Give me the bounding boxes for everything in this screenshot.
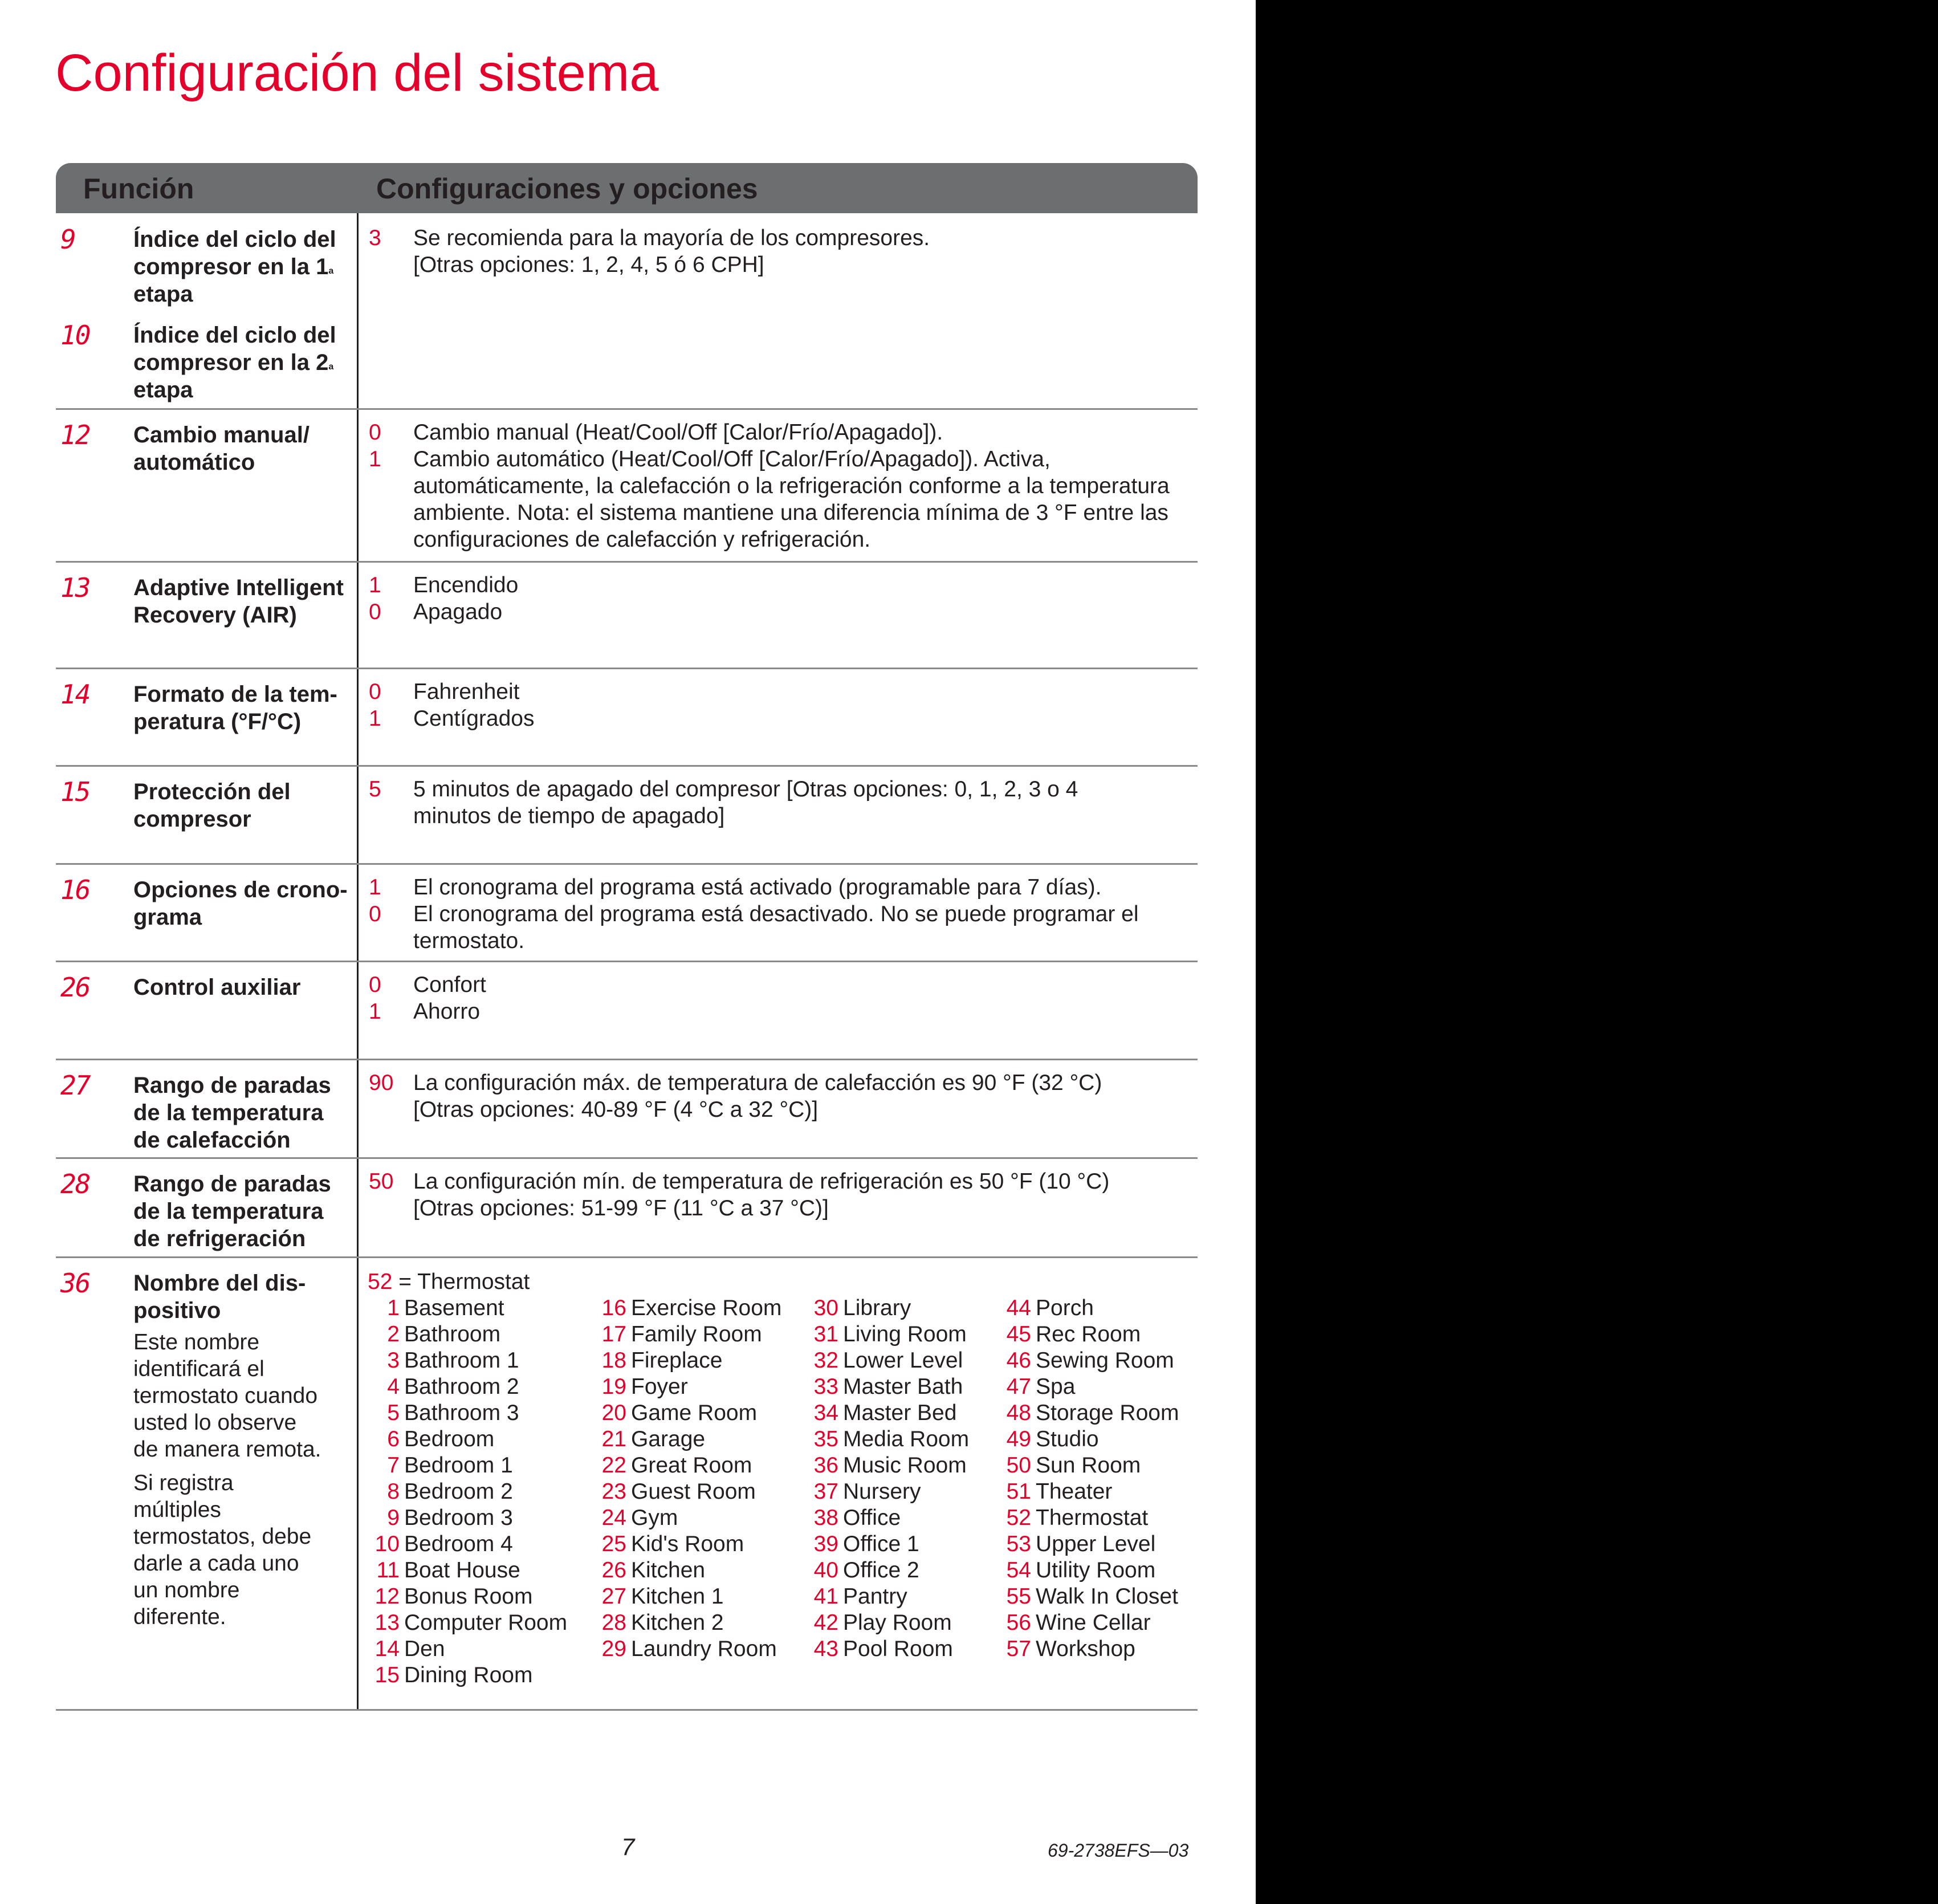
list-item: [595, 1610, 807, 1636]
device-name-list: [368, 1295, 1198, 1689]
function-cell: [56, 1258, 359, 1709]
device-label: Bedroom: [404, 1427, 495, 1451]
device-number: 56: [1006, 1610, 1031, 1635]
device-number: 52: [1006, 1506, 1031, 1530]
list-item: [368, 1479, 595, 1505]
function-cell: [56, 410, 359, 561]
table-row: [56, 962, 1198, 1060]
function-number: 12: [60, 420, 90, 450]
device-number: 32: [813, 1348, 838, 1373]
table-row: [56, 410, 1198, 563]
function-number: 26: [60, 972, 90, 1003]
function-name: Formato de la tem-peratura (°F/°C): [133, 682, 337, 734]
device-label: Office: [843, 1506, 901, 1530]
option-value: 1: [369, 573, 381, 597]
function-name: Opciones de crono-grama: [133, 877, 348, 930]
list-item: [807, 1321, 999, 1348]
list-item: [595, 1479, 807, 1505]
options-cell: [359, 563, 1198, 668]
list-item: [999, 1636, 1187, 1662]
device-number: 9: [387, 1506, 400, 1530]
list-item: [999, 1557, 1187, 1584]
list-item: [807, 1557, 999, 1584]
device-number: 16: [601, 1296, 626, 1320]
option-text: La configuración mín. de temperatura de refrigeración es 50 °F (10 °C) [Otras opciones: 51-99 °F (11 °C a 37 °C)]: [413, 1169, 1110, 1220]
device-number: 7: [387, 1453, 400, 1478]
option-text: Fahrenheit: [413, 680, 520, 704]
option-value: 0: [369, 902, 381, 926]
device-label: Laundry Room: [631, 1637, 777, 1661]
document-code: 69-2738EFS—03: [1048, 1840, 1189, 1861]
device-number: 14: [374, 1637, 400, 1661]
option-text: El cronograma del programa está activado (programable para 7 días).: [413, 875, 1102, 900]
list-item: [368, 1426, 595, 1453]
option-line: [369, 419, 1198, 446]
device-label: Kitchen 2: [631, 1610, 724, 1635]
function-name: Nombre del dis-positivo Este nombre identificará el termostato cuando usted lo observe de manera remota. Si registra múltiples termostatos, debe darle a cada uno un nombre diferente.: [133, 1270, 357, 1637]
device-label: Boat House: [404, 1558, 520, 1582]
device-number: 28: [601, 1610, 626, 1635]
option-value: 0: [369, 973, 381, 997]
device-label: Guest Room: [631, 1479, 756, 1504]
device-number: 45: [1006, 1322, 1031, 1346]
list-item: [595, 1557, 807, 1584]
function-cell: [56, 865, 359, 961]
function-name: Protección del compresor: [133, 779, 291, 832]
function-name: Control auxiliar: [133, 975, 301, 1000]
device-number: 19: [601, 1374, 626, 1399]
option-line: [369, 678, 1198, 705]
list-item: [999, 1321, 1187, 1348]
list-item: [999, 1610, 1187, 1636]
device-label: Storage Room: [1036, 1401, 1179, 1425]
device-label: Sun Room: [1036, 1453, 1141, 1478]
option-line: [369, 1168, 1198, 1222]
option-value: 90: [369, 1071, 394, 1095]
option-line: [369, 776, 1198, 829]
option-text: Ahorro: [413, 999, 481, 1024]
device-number: 10: [374, 1532, 400, 1556]
list-item: [999, 1584, 1187, 1610]
device-label: Bedroom 1: [404, 1453, 513, 1478]
device-number: 57: [1006, 1637, 1031, 1661]
device-number: 37: [813, 1479, 838, 1504]
list-item: [999, 1479, 1187, 1505]
option-line: [369, 874, 1198, 901]
option-text: Centígrados: [413, 706, 535, 731]
device-number: 25: [601, 1532, 626, 1556]
list-item: [368, 1636, 595, 1662]
list-item: [807, 1531, 999, 1557]
device-number: 33: [813, 1374, 838, 1399]
device-label: Kitchen 1: [631, 1584, 724, 1609]
function-name: Cambio manual/ automático: [133, 422, 310, 475]
device-label: Thermostat: [1036, 1506, 1149, 1530]
device-number: 50: [1006, 1453, 1031, 1478]
option-text: El cronograma del programa está desactivado. No se puede programar el termostato.: [413, 902, 1139, 953]
device-label: Utility Room: [1036, 1558, 1156, 1582]
function-name: Índice del ciclo del compresor en la 2$^a$ etapa: [133, 323, 336, 402]
device-number: 53: [1006, 1532, 1031, 1556]
device-label: Fireplace: [631, 1348, 723, 1373]
table-row: [56, 669, 1198, 767]
device-label: Computer Room: [404, 1610, 568, 1635]
device-label: Spa: [1036, 1374, 1076, 1399]
table-row: [56, 1258, 1198, 1711]
option-line: [369, 998, 1198, 1025]
options-cell: [359, 1159, 1198, 1256]
device-number: 18: [601, 1348, 626, 1373]
device-label: Theater: [1036, 1479, 1113, 1504]
device-number: 3: [387, 1348, 400, 1373]
device-number: 11: [376, 1558, 400, 1582]
device-label: Rec Room: [1036, 1322, 1141, 1346]
function-name: Rango de paradas de la temperatura de refrigeración: [133, 1171, 331, 1251]
device-label: Pantry: [843, 1584, 907, 1609]
device-number: 41: [813, 1584, 838, 1609]
device-number: 15: [374, 1663, 400, 1687]
option-line: [369, 446, 1198, 553]
list-item: [999, 1374, 1187, 1400]
function-number: 13: [60, 572, 90, 603]
device-label: Bedroom 4: [404, 1532, 513, 1556]
option-text: = Thermostat: [398, 1270, 530, 1294]
header-function: Función: [83, 173, 194, 205]
list-item: [595, 1453, 807, 1479]
device-label: Bathroom 1: [404, 1348, 519, 1373]
device-label: Bathroom: [404, 1322, 501, 1346]
function-name: Índice del ciclo del compresor en la 1$^a$ etapa: [133, 227, 336, 307]
list-item: [595, 1584, 807, 1610]
device-label: Gym: [631, 1506, 678, 1530]
table-row: [56, 865, 1198, 962]
function-cell: [56, 1159, 359, 1256]
table-row: [56, 213, 1198, 410]
list-item: [368, 1400, 595, 1426]
list-item: [807, 1374, 999, 1400]
function-number: 9: [60, 224, 75, 255]
device-label: Kitchen: [631, 1558, 706, 1582]
option-value: 1: [369, 875, 381, 900]
list-item: [368, 1321, 595, 1348]
page-title: Configuración del sistema: [55, 44, 659, 102]
function-number: 10: [60, 320, 90, 351]
list-item: [807, 1479, 999, 1505]
list-item: [807, 1348, 999, 1374]
device-label: Master Bed: [843, 1401, 957, 1425]
list-item: [595, 1321, 807, 1348]
function-description: Este nombre identificará el termostato cuando usted lo observe de manera remota. Si registra múltiples termostatos, debe darle a cada uno un nombre diferente.: [133, 1330, 321, 1629]
device-label: Exercise Room: [631, 1296, 782, 1320]
table-row: [56, 1159, 1198, 1258]
device-number: 6: [387, 1427, 400, 1451]
list-item: [807, 1505, 999, 1531]
device-label: Kid's Room: [631, 1532, 744, 1556]
device-label: Garage: [631, 1427, 706, 1451]
table-row: [56, 563, 1198, 669]
device-label: Office 1: [843, 1532, 919, 1556]
function-number: 28: [60, 1169, 90, 1199]
device-label: Workshop: [1036, 1637, 1135, 1661]
device-number: 40: [813, 1558, 838, 1582]
device-number: 39: [813, 1532, 838, 1556]
option-line: [369, 901, 1198, 954]
list-item: [807, 1295, 999, 1321]
device-number: 30: [813, 1296, 838, 1320]
option-text: 5 minutos de apagado del compresor [Otras opciones: 0, 1, 2, 3 o 4 minutos de tiempo de apagado]: [413, 777, 1078, 828]
list-item: [595, 1374, 807, 1400]
function-cell: [56, 1060, 359, 1157]
device-number: 1: [387, 1296, 400, 1320]
device-number: 49: [1006, 1427, 1031, 1451]
list-item: [807, 1400, 999, 1426]
option-text: Confort: [413, 973, 486, 997]
device-number: 12: [374, 1584, 400, 1609]
device-label: Library: [843, 1296, 911, 1320]
device-label: Studio: [1036, 1427, 1099, 1451]
device-number: 23: [601, 1479, 626, 1504]
device-label: Pool Room: [843, 1637, 953, 1661]
function-cell: [56, 767, 359, 863]
options-cell: [359, 962, 1198, 1059]
list-item: [999, 1505, 1187, 1531]
device-number: 24: [601, 1506, 626, 1530]
device-label: Bedroom 2: [404, 1479, 513, 1504]
device-number: 20: [601, 1401, 626, 1425]
device-number: 4: [387, 1374, 400, 1399]
table-row: [56, 1060, 1198, 1159]
device-label: Great Room: [631, 1453, 752, 1478]
device-number: 29: [601, 1637, 626, 1661]
list-item: [368, 1348, 595, 1374]
device-label: Wine Cellar: [1036, 1610, 1151, 1635]
function-number: 36: [60, 1268, 90, 1299]
device-number: 34: [813, 1401, 838, 1425]
function-cell: [56, 962, 359, 1059]
device-label: Living Room: [843, 1322, 967, 1346]
device-column: [595, 1295, 807, 1689]
list-item: [999, 1400, 1187, 1426]
option-value: 0: [369, 420, 381, 445]
device-number: 51: [1006, 1479, 1031, 1504]
option-line: [369, 572, 1198, 599]
device-column: [368, 1295, 595, 1689]
function-cell: [56, 213, 359, 408]
device-number: 22: [601, 1453, 626, 1478]
list-item: [807, 1636, 999, 1662]
device-number: 44: [1006, 1296, 1031, 1320]
options-cell: [359, 1060, 1198, 1157]
list-item: [807, 1426, 999, 1453]
device-number: 38: [813, 1506, 838, 1530]
option-line: [369, 1069, 1198, 1123]
device-label: Lower Level: [843, 1348, 963, 1373]
device-number: 5: [387, 1401, 400, 1425]
device-label: Porch: [1036, 1296, 1094, 1320]
device-label: Basement: [404, 1296, 504, 1320]
list-item: [368, 1505, 595, 1531]
option-value: 3: [369, 226, 381, 250]
device-number: 46: [1006, 1348, 1031, 1373]
option-value: 1: [369, 999, 381, 1024]
list-item: [807, 1453, 999, 1479]
list-item: [999, 1348, 1187, 1374]
device-label: Sewing Room: [1036, 1348, 1174, 1373]
option-text: La configuración máx. de temperatura de calefacción es 90 °F (32 °C) [Otras opciones: 40-89 °F (4 °C a 32 °C)]: [413, 1071, 1102, 1122]
device-label: Den: [404, 1637, 445, 1661]
option-line: [369, 705, 1198, 732]
function-number: 16: [60, 874, 90, 905]
option-text: Cambio automático (Heat/Cool/Off [Calor/Frío/Apagado]). Activa, automáticamente, la calefacción o la refrigeración conforme a la temperatura ambiente. Nota: el sistema mantiene una diferencia mínima de 3 °F entre las configuraciones de calefacción y refrigeración.: [413, 447, 1170, 552]
device-number: 43: [813, 1637, 838, 1661]
device-number: 13: [374, 1610, 400, 1635]
device-label: Office 2: [843, 1558, 919, 1582]
list-item: [595, 1348, 807, 1374]
option-value: 1: [369, 447, 381, 471]
device-label: Walk In Closet: [1036, 1584, 1178, 1609]
device-number: 21: [601, 1427, 626, 1451]
list-item: [999, 1426, 1187, 1453]
list-item: [595, 1531, 807, 1557]
device-number: 8: [387, 1479, 400, 1504]
option-value: 0: [369, 600, 381, 624]
table-header: [56, 163, 1198, 213]
header-options: Configuraciones y opciones: [376, 173, 758, 205]
device-label: Nursery: [843, 1479, 921, 1504]
list-item: [368, 1584, 595, 1610]
options-cell: [359, 1258, 1198, 1709]
list-item: [368, 1662, 595, 1689]
function-name: Adaptive Intelligent Recovery (AIR): [133, 575, 344, 628]
device-number: 55: [1006, 1584, 1031, 1609]
function-cell: [56, 563, 359, 668]
device-label: Family Room: [631, 1322, 762, 1346]
function-number: 15: [60, 776, 90, 807]
option-line: [369, 599, 1198, 625]
list-item: [999, 1453, 1187, 1479]
device-label: Bedroom 3: [404, 1506, 513, 1530]
options-cell: [359, 410, 1198, 561]
list-item: [999, 1531, 1187, 1557]
option-value: 52: [368, 1270, 393, 1294]
device-label: Dining Room: [404, 1663, 533, 1687]
device-label: Foyer: [631, 1374, 688, 1399]
device-label: Master Bath: [843, 1374, 963, 1399]
device-number: 26: [601, 1558, 626, 1582]
device-label: Bathroom 2: [404, 1374, 519, 1399]
device-column: [807, 1295, 999, 1689]
option-value: 1: [369, 706, 381, 731]
device-label: Upper Level: [1036, 1532, 1156, 1556]
device-label: Bonus Room: [404, 1584, 533, 1609]
option-text: Se recomienda para la mayoría de los compresores. [Otras opciones: 1, 2, 4, 5 ó 6 CPH]: [413, 226, 930, 277]
device-number: 47: [1006, 1374, 1031, 1399]
list-item: [595, 1400, 807, 1426]
list-item: [595, 1636, 807, 1662]
options-cell: [359, 865, 1198, 961]
device-label: Bathroom 3: [404, 1401, 519, 1425]
function-number: 14: [60, 679, 90, 710]
list-item: [595, 1505, 807, 1531]
device-number: 42: [813, 1610, 838, 1635]
list-item: [807, 1584, 999, 1610]
device-label: Music Room: [843, 1453, 967, 1478]
list-item: [999, 1295, 1187, 1321]
device-label: Game Room: [631, 1401, 758, 1425]
device-number: 27: [601, 1584, 626, 1609]
page-number: 7: [621, 1833, 635, 1860]
device-number: 48: [1006, 1401, 1031, 1425]
list-item: [368, 1610, 595, 1636]
device-number: 17: [601, 1322, 626, 1346]
list-item: [368, 1531, 595, 1557]
device-number: 2: [387, 1322, 400, 1346]
device-number: 36: [813, 1453, 838, 1478]
black-side-bar: [1256, 0, 1938, 1904]
option-text: Apagado: [413, 600, 503, 624]
list-item: [595, 1295, 807, 1321]
device-column: [999, 1295, 1187, 1689]
settings-table: [56, 163, 1198, 1711]
option-text: Cambio manual (Heat/Cool/Off [Calor/Frío/Apagado]).: [413, 420, 943, 445]
device-label: Play Room: [843, 1610, 952, 1635]
option-value: 50: [369, 1169, 394, 1194]
device-number: 35: [813, 1427, 838, 1451]
list-item: [368, 1374, 595, 1400]
option-value: 5: [369, 777, 381, 802]
function-name: Rango de paradas de la temperatura de calefacción: [133, 1073, 331, 1153]
option-text: Encendido: [413, 573, 519, 597]
options-cell: [359, 669, 1198, 765]
options-cell: [359, 767, 1198, 863]
list-item: [368, 1295, 595, 1321]
option-value: 0: [369, 680, 381, 704]
list-item: [807, 1610, 999, 1636]
list-item: [368, 1453, 595, 1479]
device-number: 54: [1006, 1558, 1031, 1582]
device-default: [368, 1268, 1198, 1295]
device-label: Media Room: [843, 1427, 970, 1451]
function-cell: [56, 669, 359, 765]
list-item: [595, 1426, 807, 1453]
option-line: [369, 225, 1198, 278]
option-line: [369, 971, 1198, 998]
function-number: 27: [60, 1070, 90, 1101]
options-cell: [359, 213, 1198, 408]
table-row: [56, 767, 1198, 865]
list-item: [368, 1557, 595, 1584]
device-number: 31: [813, 1322, 838, 1346]
